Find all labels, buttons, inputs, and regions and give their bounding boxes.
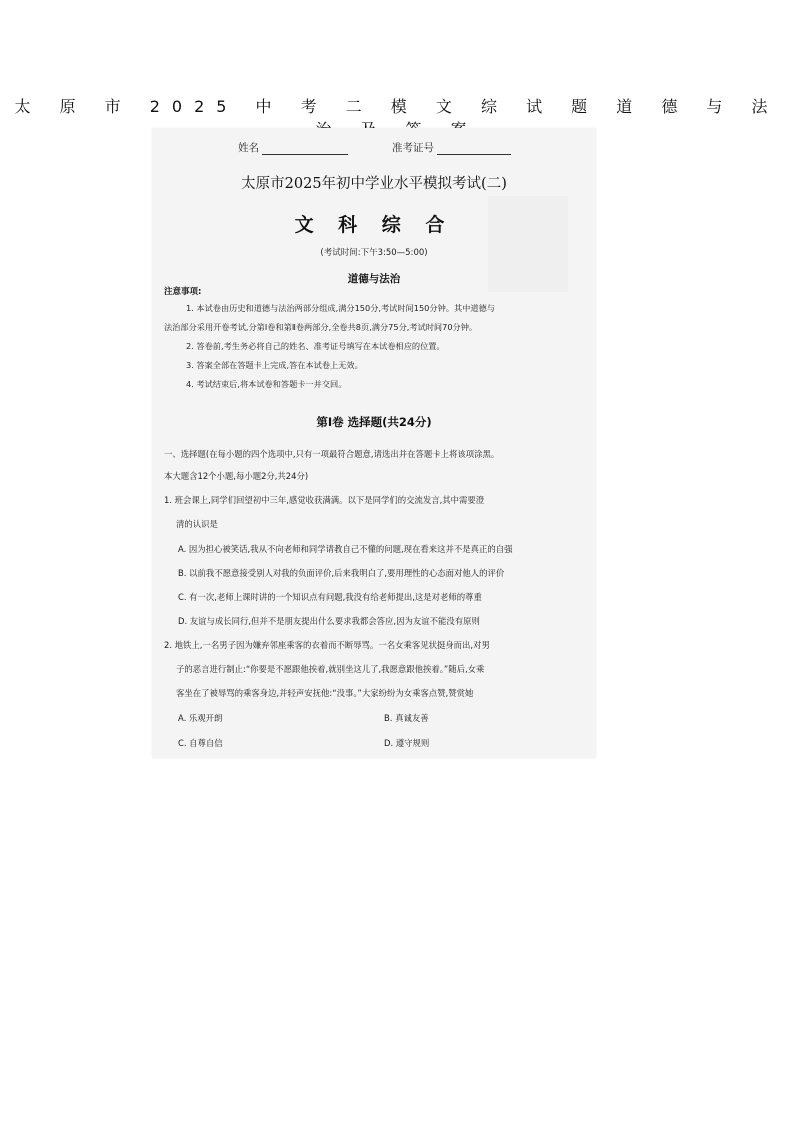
notice-line: 2. 答卷前,考生务必将自己的姓名、准考证号填写在本试卷相应的位置。 xyxy=(186,341,445,351)
exam-time: (考试时间:下午3:50—5:00) xyxy=(320,248,428,258)
question-stem-line: 子的恶言进行制止:“你要是不愿跟他挨着,就别坐这儿了,我愿意跟他挨着。”随后,女乘 xyxy=(176,664,485,674)
id-field xyxy=(392,140,511,155)
question-option: C. 有一次,老师上课时讲的一个知识点有问题,我没有给老师提出,这是对老师的尊重 xyxy=(178,592,482,602)
question-option: A. 乐观开朗 xyxy=(178,713,223,723)
subject-title: 文 科 综 合 xyxy=(294,214,454,236)
scanned-exam-paper xyxy=(152,128,596,758)
notice-line: 4. 考试结束后,将本试卷和答题卡一并交回。 xyxy=(186,379,347,389)
section-name: 道德与法治 xyxy=(347,273,401,285)
question-stem-line: 清的认识是 xyxy=(176,519,218,529)
page-title: 太 原 市 2025 中 考 二 模 文 综 试 题 道 德 与 法 xyxy=(14,97,780,116)
instruction-line: 本大题含12个小题,每小题2分,共24分) xyxy=(164,471,309,481)
name-field xyxy=(238,140,348,155)
question-stem-line: 1. 班会课上,同学们回望初中三年,感觉收获满满。以下是同学们的交流发言,其中需要澄 xyxy=(164,495,485,505)
question-option: B. 真诚友善 xyxy=(384,713,429,723)
question-stem-line: 客坐在了被辱骂的乘客身边,并轻声安抚他:“没事。”大家纷纷为女乘客点赞,赞赏她 xyxy=(176,688,474,698)
id-blank xyxy=(437,142,511,155)
name-blank xyxy=(262,142,348,155)
part-title: 第Ⅰ卷 选择题(共24分) xyxy=(316,415,432,429)
notice-line: 法治部分采用开卷考试,分第Ⅰ卷和第Ⅱ卷两部分,全卷共8页,满分75分,考试时间70分钟。 xyxy=(164,322,478,332)
question-option: D. 遵守规则 xyxy=(384,738,430,748)
notice-line: 1. 本试卷由历史和道德与法治两部分组成,满分150分,考试时间150分钟。其中道德与 xyxy=(186,303,495,313)
question-option: B. 以前我不愿意接受别人对我的负面评价,后来我明白了,要用理性的心态面对他人的评价 xyxy=(178,568,505,578)
exam-title: 太原市2025年初中学业水平模拟考试(二) xyxy=(241,176,507,192)
question-option: C. 自尊自信 xyxy=(178,738,223,748)
notice-heading: 注意事项: xyxy=(164,287,202,297)
question-option: D. 友谊与成长同行,但并不是朋友提出什么要求我都会答应,因为友谊不能没有原则 xyxy=(178,616,480,626)
instruction-line: 一、选择题(在每小题的四个选项中,只有一项最符合题意,请选出并在答题卡上将该项涂黑。 xyxy=(164,449,500,459)
question-option: A. 因为担心被笑话,我从不向老师和同学请教自己不懂的问题,现在看来这并不是真正的自强 xyxy=(178,544,513,554)
question-stem-line: 2. 地铁上,一名男子因为嫌弃邻座乘客的衣着而不断辱骂。一名女乘客见状挺身而出,对男 xyxy=(164,640,490,650)
name-label: 姓名 xyxy=(238,142,259,154)
notice-line: 3. 答案全部在答题卡上完成,答在本试卷上无效。 xyxy=(186,360,363,370)
id-label: 准考证号 xyxy=(392,142,434,154)
